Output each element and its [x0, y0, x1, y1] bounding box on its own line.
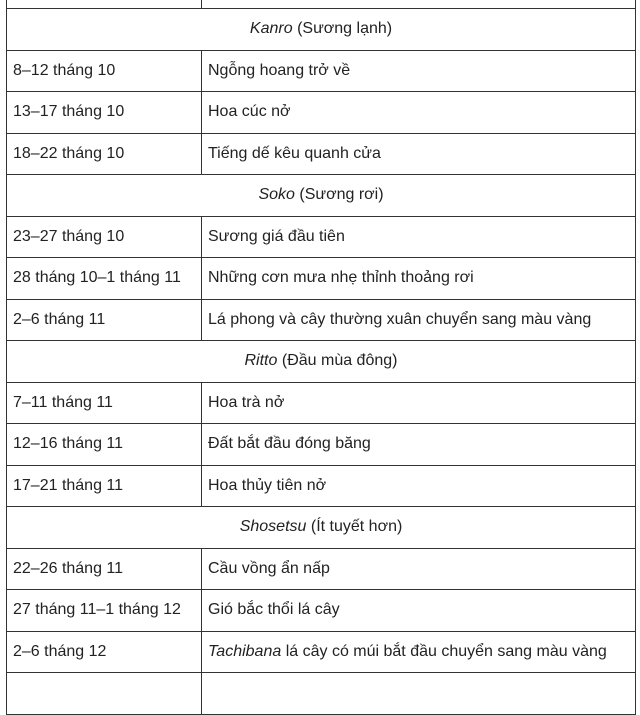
table-row	[7, 631, 636, 673]
table-row	[7, 258, 636, 300]
table-row	[7, 50, 636, 92]
description-cell: Gió bắc thổi lá cây	[202, 590, 636, 632]
date-cell: 17–21 tháng 11	[7, 465, 202, 507]
description-cell: Sương giá đầu tiên	[202, 216, 636, 258]
season-header	[7, 175, 636, 217]
microseasons-table	[6, 0, 636, 715]
season-header-row	[7, 175, 636, 217]
table-cell-empty	[7, 673, 202, 715]
table-row	[7, 548, 636, 590]
table-row	[7, 673, 636, 715]
date-cell: 23–27 tháng 10	[7, 216, 202, 258]
description-cell: Ngỗng hoang trở về	[202, 50, 636, 92]
date-cell: 27 tháng 11–1 tháng 12	[7, 590, 202, 632]
season-header	[7, 9, 636, 51]
season-name: Ritto	[244, 352, 278, 370]
table-row	[7, 133, 636, 175]
table-row	[7, 0, 636, 9]
season-header-row	[7, 507, 636, 549]
date-cell: 12–16 tháng 11	[7, 424, 202, 466]
description-italic-term: Tachibana	[208, 642, 282, 660]
date-cell: 7–11 tháng 11	[7, 382, 202, 424]
season-name: Shosetsu	[239, 518, 307, 536]
season-header	[7, 341, 636, 383]
table-cell-empty	[7, 0, 202, 9]
table-row	[7, 299, 636, 341]
table-cell-empty	[202, 0, 636, 9]
description-cell: Cầu vồng ẩn nấp	[202, 548, 636, 590]
season-header	[7, 507, 636, 549]
season-meaning: (Đầu mùa đông)	[281, 352, 398, 370]
table-row	[7, 216, 636, 258]
season-name: Kanro	[249, 20, 293, 38]
description-cell: Tiếng dế kêu quanh cửa	[202, 133, 636, 175]
date-cell: 28 tháng 10–1 tháng 11	[7, 258, 202, 300]
date-cell: 2–6 tháng 11	[7, 299, 202, 341]
season-name: Soko	[258, 186, 295, 204]
season-meaning: (Sương rơi)	[299, 186, 384, 204]
table-cell-empty	[202, 673, 636, 715]
description-cell: Hoa thủy tiên nở	[202, 465, 636, 507]
table-row	[7, 590, 636, 632]
date-cell: 2–6 tháng 12	[7, 631, 202, 673]
description-text: lá cây có múi bắt đầu chuyển sang màu vàng	[281, 642, 607, 660]
season-header-row	[7, 341, 636, 383]
description-cell: Hoa cúc nở	[202, 92, 636, 134]
date-cell: 8–12 tháng 10	[7, 50, 202, 92]
season-meaning: (Ít tuyết hơn)	[310, 518, 403, 536]
season-header-row	[7, 9, 636, 51]
description-cell: Hoa trà nở	[202, 382, 636, 424]
table-row	[7, 382, 636, 424]
description-cell	[202, 631, 636, 673]
date-cell: 18–22 tháng 10	[7, 133, 202, 175]
date-cell: 13–17 tháng 10	[7, 92, 202, 134]
description-cell: Đất bắt đầu đóng băng	[202, 424, 636, 466]
description-cell: Những cơn mưa nhẹ thỉnh thoảng rơi	[202, 258, 636, 300]
table-row	[7, 424, 636, 466]
table-row	[7, 465, 636, 507]
date-cell: 22–26 tháng 11	[7, 548, 202, 590]
description-cell: Lá phong và cây thường xuân chuyển sang màu vàng	[202, 299, 636, 341]
season-meaning: (Sương lạnh)	[297, 20, 393, 38]
table-row	[7, 92, 636, 134]
